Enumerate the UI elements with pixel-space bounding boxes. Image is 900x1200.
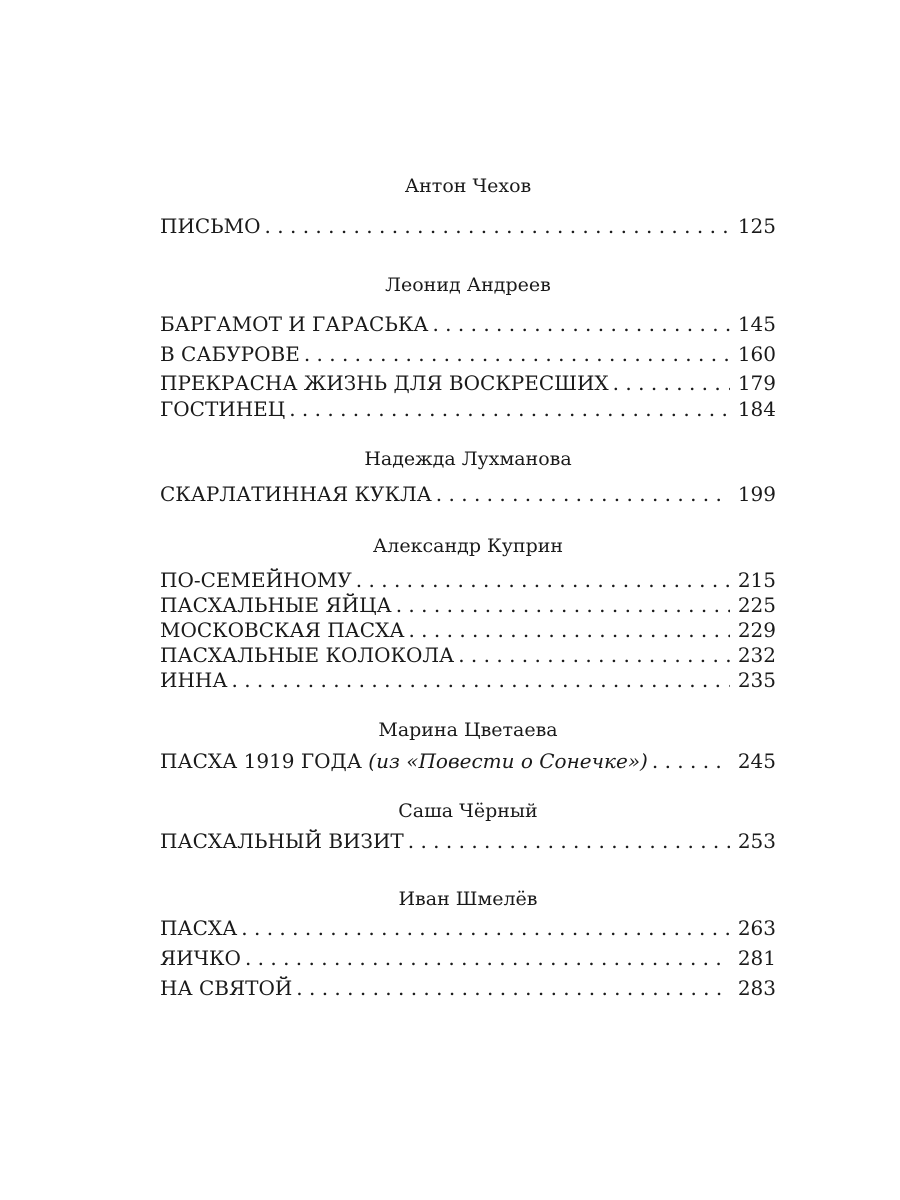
toc-entry[interactable] <box>160 667 776 693</box>
page-number: 145 <box>737 312 776 336</box>
page-number: 184 <box>737 397 776 421</box>
entry-title-main: ПАСХА 1919 ГОДА <box>160 749 362 773</box>
toc-entry[interactable] <box>160 915 776 941</box>
toc-entry[interactable] <box>160 481 776 507</box>
dot-leader <box>231 667 730 693</box>
toc-entry[interactable] <box>160 213 776 239</box>
entry-title: ИННА <box>160 668 228 692</box>
entry-title: НА СВЯТОЙ <box>160 976 293 1000</box>
entry-title: БАРГАМОТ И ГАРАСЬКА <box>160 312 429 336</box>
entry-title: МОСКОВСКАЯ ПАСХА <box>160 618 405 642</box>
page-number: 232 <box>737 643 776 667</box>
page-number: 235 <box>737 668 776 692</box>
toc-entry[interactable] <box>160 396 776 422</box>
dot-leader <box>458 642 730 668</box>
entry-title: ПАСХА <box>160 916 238 940</box>
dot-leader <box>356 567 730 593</box>
entry-title: ПАСХАЛЬНЫЕ ЯЙЦА <box>160 593 392 617</box>
dot-leader <box>304 341 730 367</box>
author-heading: Иван Шмелёв <box>398 888 538 910</box>
dot-leader <box>296 975 730 1001</box>
page-number: 125 <box>737 214 776 238</box>
page-number: 281 <box>737 946 776 970</box>
author-heading: Антон Чехов <box>404 175 532 197</box>
entry-title: ПРЕКРАСНА ЖИЗНЬ ДЛЯ ВОСКРЕСШИХ <box>160 371 609 395</box>
author-heading: Леонид Андреев <box>385 274 551 296</box>
dot-leader <box>241 915 730 941</box>
author-heading: Саша Чёрный <box>398 800 538 822</box>
dot-leader <box>245 945 730 971</box>
toc-entry[interactable] <box>160 592 776 618</box>
page-number: 199 <box>737 482 776 506</box>
entry-title: В САБУРОВЕ <box>160 342 300 366</box>
toc-entry[interactable] <box>160 975 776 1001</box>
author-heading: Надежда Лухманова <box>364 448 572 470</box>
author-heading: Марина Цветаева <box>378 719 558 741</box>
entry-title: ПАСХАЛЬНЫЕ КОЛОКОЛА <box>160 643 455 667</box>
entry-subtitle: (из «Повести о Сонечке») <box>368 749 648 773</box>
page-number: 179 <box>737 371 776 395</box>
entry-title: СКАРЛАТИННАЯ КУКЛА <box>160 482 432 506</box>
page-number: 245 <box>737 749 776 773</box>
dot-leader <box>432 311 730 337</box>
dot-leader <box>436 481 730 507</box>
page-number: 253 <box>737 829 776 853</box>
page-number: 215 <box>737 568 776 592</box>
toc-entry[interactable] <box>160 617 776 643</box>
dot-leader <box>408 828 730 854</box>
toc-entry[interactable] <box>160 828 776 854</box>
dot-leader <box>265 213 730 239</box>
toc-entry[interactable] <box>160 945 776 971</box>
entry-title: ЯИЧКО <box>160 946 241 970</box>
toc-entry[interactable] <box>160 341 776 367</box>
toc-entry[interactable] <box>160 370 776 396</box>
entry-title: ПАСХАЛЬНЫЙ ВИЗИТ <box>160 829 404 853</box>
entry-title: ГОСТИНЕЦ <box>160 397 286 421</box>
dot-leader <box>289 396 730 422</box>
page-number: 229 <box>737 618 776 642</box>
toc-entry[interactable] <box>160 311 776 337</box>
dot-leader <box>652 748 730 774</box>
page-number: 263 <box>737 916 776 940</box>
entry-title: ПИСЬМО <box>160 214 261 238</box>
entry-title: ПО-СЕМЕЙНОМУ <box>160 568 352 592</box>
toc-entry[interactable] <box>160 748 776 774</box>
page-number: 283 <box>737 976 776 1000</box>
dot-leader <box>408 617 730 643</box>
dot-leader <box>396 592 730 618</box>
toc-entry[interactable] <box>160 642 776 668</box>
author-heading: Александр Куприн <box>372 535 564 557</box>
entry-title <box>160 748 648 774</box>
toc-entry[interactable] <box>160 567 776 593</box>
page-number: 160 <box>737 342 776 366</box>
dot-leader <box>613 370 730 396</box>
page-number: 225 <box>737 593 776 617</box>
